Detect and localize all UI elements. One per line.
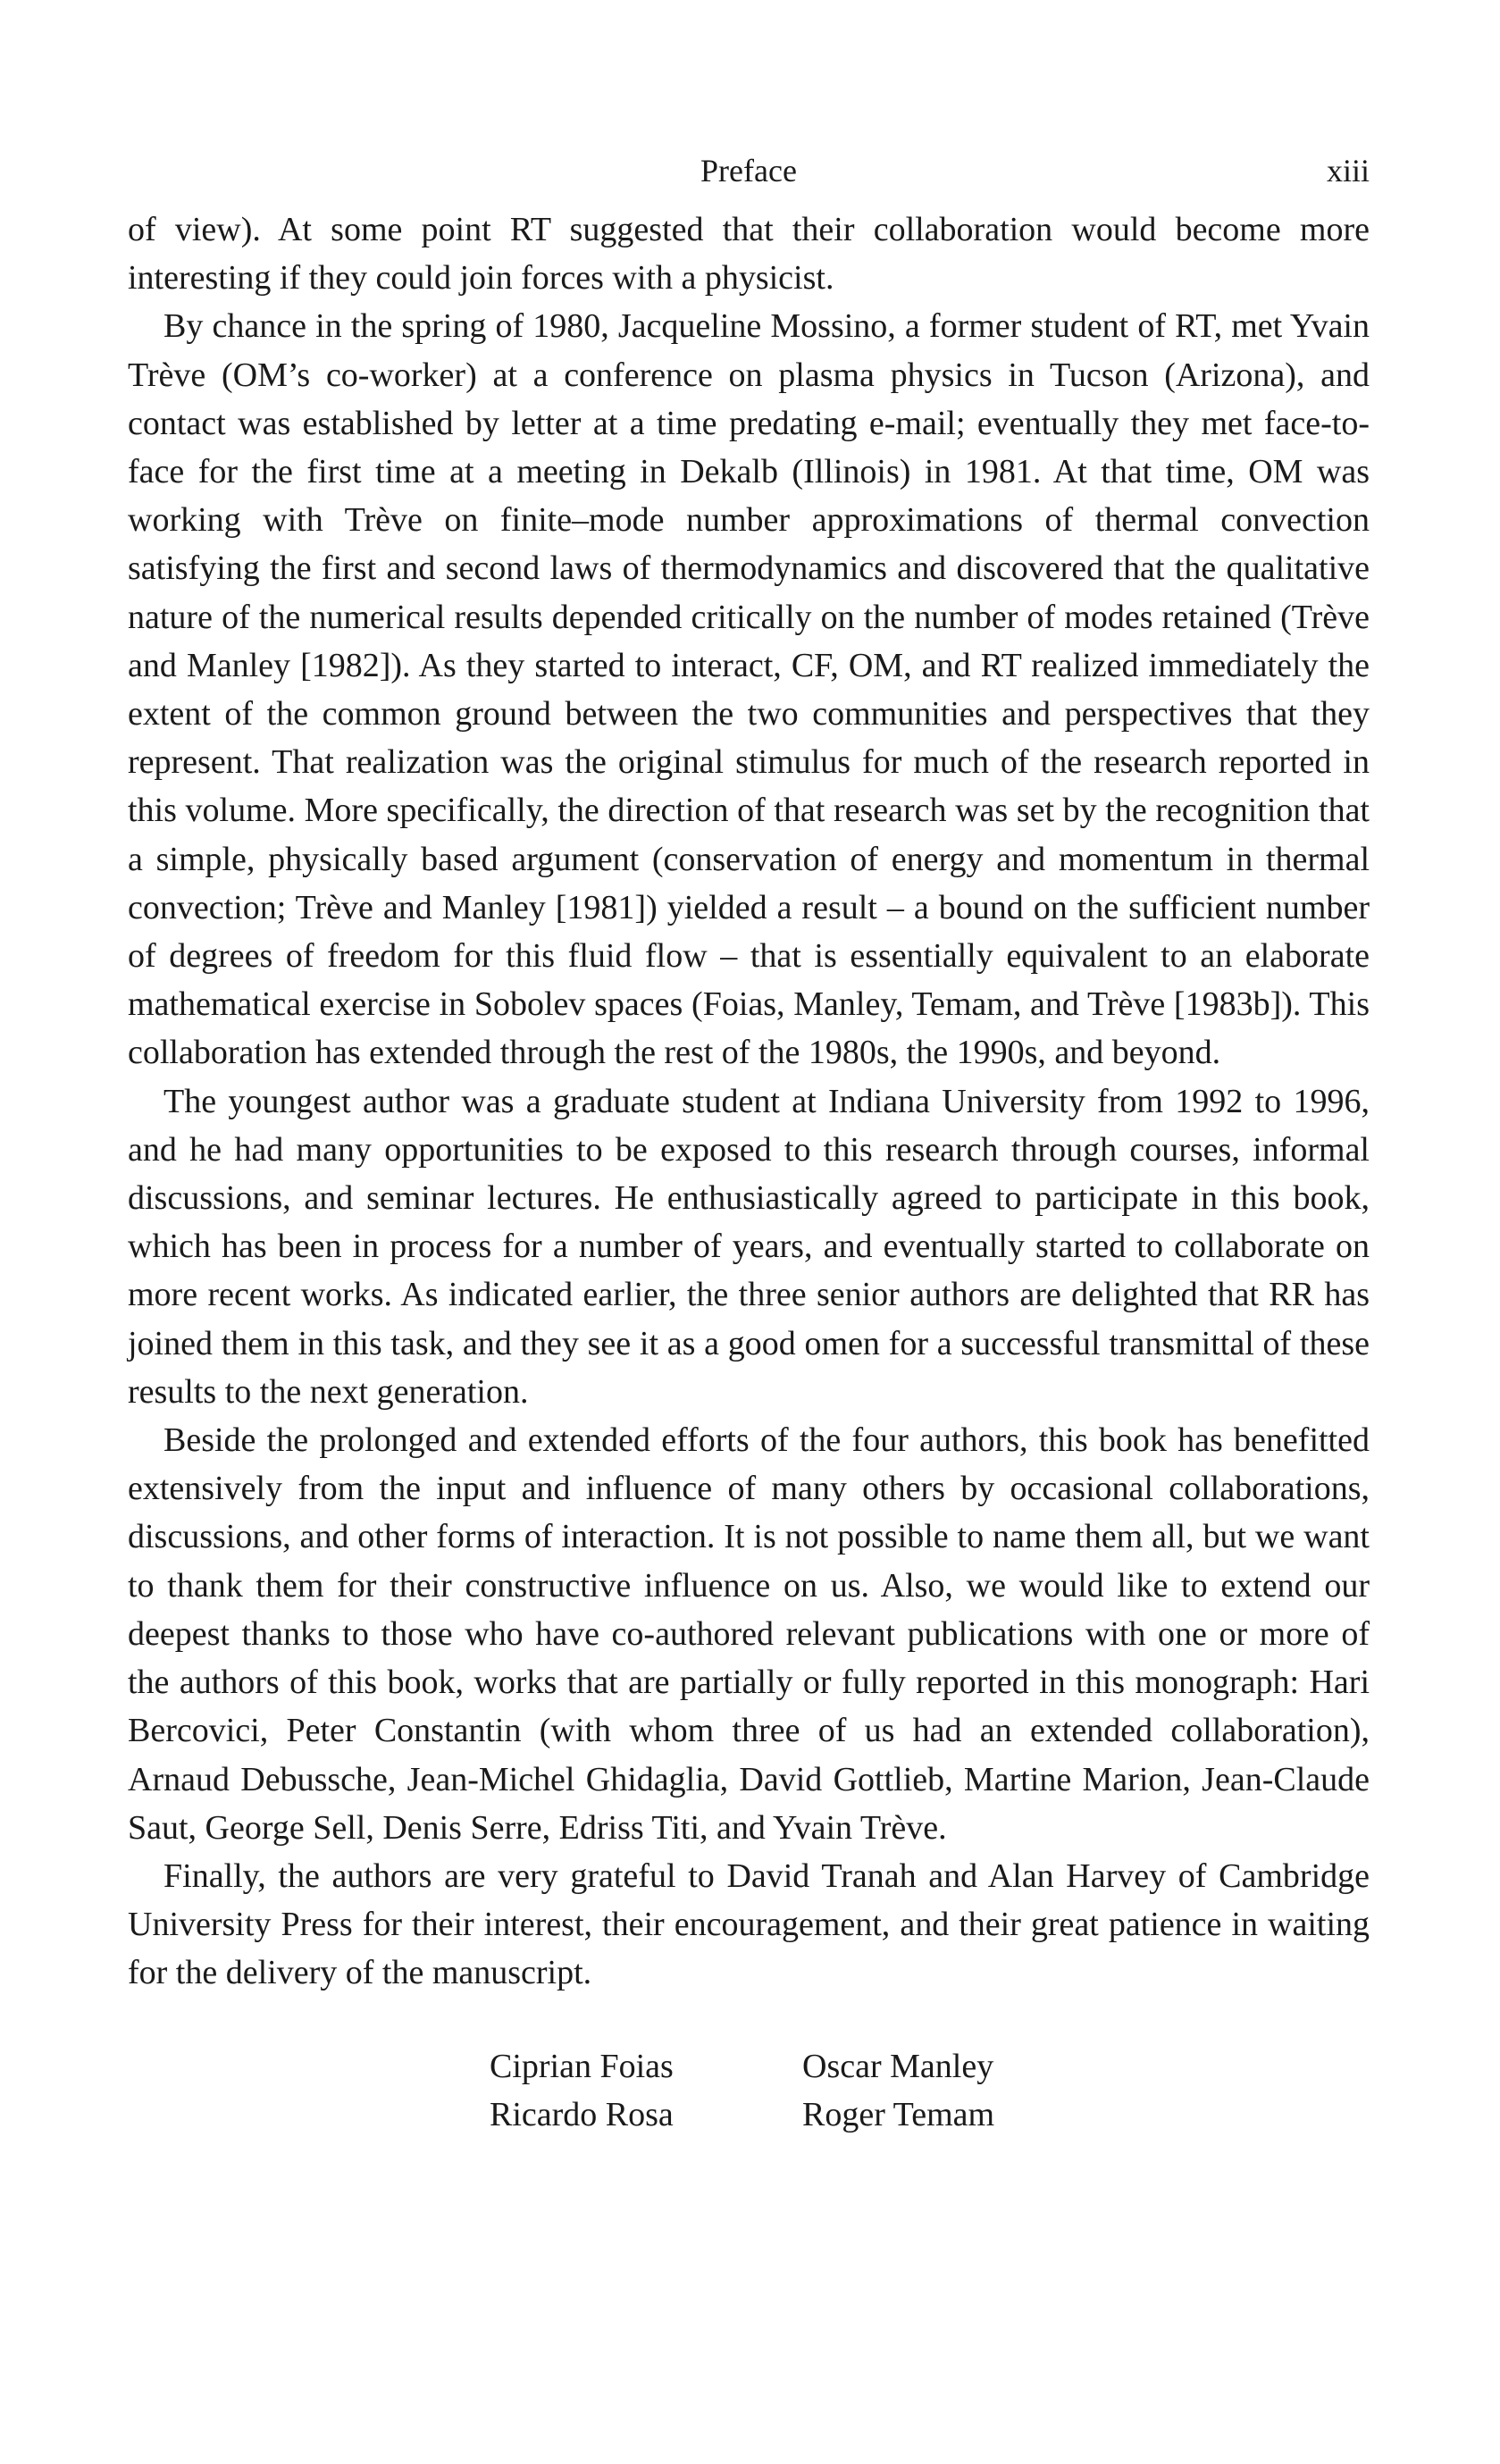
author-name: Ciprian Foias	[490, 2047, 674, 2085]
author-signatures	[490, 2042, 1370, 2139]
paragraph-collaboration-origin: By chance in the spring of 1980, Jacqueline Mossino, a former student of RT, met Yvain Trève (OM’s co-worker) at a conference on plasma physics in Tucson (Arizona), and contact was established by letter at a time predating e-mail; eventually they met face-to-face for the first time at a meeting in Dekalb (Illinois) in 1981. At that time, OM was working with Trève on finite–mode number approximations of thermal convection satisfying the first and second laws of thermodynamics and discovered that the qualitative nature of the numerical results depended critically on the number of modes retained (Trève and Manley [1982]). As they started to interact, CF, OM, and RT realized immediately the extent of the common ground between the two communities and perspectives that they represent. That realization was the original stimulus for much of the research reported in this volume. More specifically, the direction of that research was set by the recognition that a simple, physically based argument (conservation of energy and momentum in thermal convection; Trève and Manley [1981]) yielded a result – a bound on the sufficient number of degrees of freedom for this fluid flow – that is essentially equivalent to an elaborate mathematical exercise in Sobolev spaces (Foias, Manley, Temam, and Trève [1983b]). This collaboration has extended through the rest of the 1980s, the 1990s, and beyond.	[128, 307, 1370, 1072]
author-name: Ricardo Rosa	[490, 2095, 674, 2133]
paragraph-acknowledgements: Beside the prolonged and extended efforts of the four authors, this book has benefitted extensively from the input and influence of many others by occasional collaborations, discussions, and other forms of interaction. It is not possible to name them all, but we want to thank them for their constructive influence on us. Also, we would like to extend our deepest thanks to those who have co-authored relevant publications with one or more of the authors of this book, works that are partially or fully reported in this monograph: Hari Bercovici, Peter Constantin (with whom three of us had an extended collaboration), Arnaud Debussche, Jean-Michel Ghidaglia, David Gottlieb, Martine Marion, Jean-Claude Saut, George Sell, Denis Serre, Edriss Titi, and Yvain Trève.	[128, 1421, 1370, 1847]
running-head	[128, 152, 1370, 205]
page	[128, 152, 1370, 2139]
paragraph-continuation: of view). At some point RT suggested that their collaboration would become more interesting if they could join forces with a physicist.	[128, 211, 1370, 298]
author-name: Oscar Manley	[802, 2047, 994, 2085]
author-name: Roger Temam	[802, 2095, 995, 2133]
page-number: xiii	[1326, 153, 1370, 189]
paragraph-youngest-author: The youngest author was a graduate student at Indiana University from 1992 to 1996, and he had many opportunities to be exposed to this research through courses, informal discussions, and seminar lectures. He enthusiastically agreed to participate in this book, which has been in process for a number of years, and eventually started to collaborate on more recent works. As indicated earlier, the three senior authors are delighted that RR has joined them in this task, and they see it as a good omen for a successful transmittal of these results to the next generation.	[128, 1082, 1370, 1411]
running-title: Preface	[700, 153, 797, 189]
paragraph-publisher-thanks: Finally, the authors are very grateful to David Tranah and Alan Harvey of Cambridge University Press for their interest, their encouragement, and their great patience in waiting for the delivery of the manuscript.	[128, 1856, 1370, 1992]
body-text	[128, 205, 1370, 1998]
